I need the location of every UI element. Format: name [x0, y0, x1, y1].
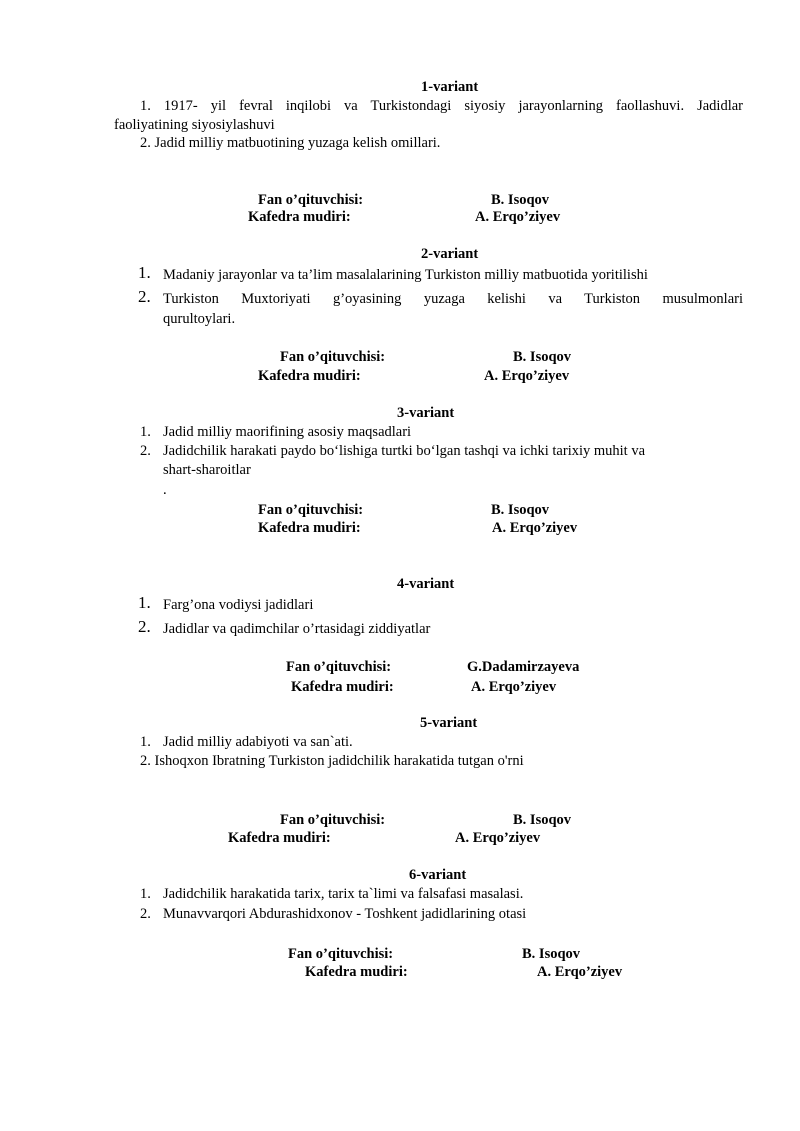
- variant-6-teacher-name: B. Isoqov: [522, 946, 581, 962]
- variant-3-head-label: Kafedra mudiri:: [258, 520, 361, 536]
- variant-3-teacher-label: Fan o’qituvchisi:: [258, 502, 364, 518]
- variant-4-teacher-name: G.Dadamirzayeva: [467, 659, 580, 675]
- variant-3-question-1: Jadid milliy maorifining asosiy maqsadlari: [163, 424, 412, 440]
- variant-3-title: 3-variant: [397, 405, 455, 421]
- variant-1-question-2: 2. Jadid milliy matbuotining yuzaga kelish omillari.: [140, 135, 441, 151]
- variant-6-question-1: Jadidchilik harakatida tarix, tarix ta`limi va falsafasi masalasi.: [163, 886, 524, 902]
- variant-5-number-1: 1.: [140, 734, 151, 750]
- variant-2-head-label: Kafedra mudiri:: [258, 368, 361, 384]
- variant-2-number-1: 1.: [138, 263, 151, 282]
- variant-2-question-1: Madaniy jarayonlar va ta’lim masalalarining Turkiston milliy matbuotida yoritilishi: [163, 267, 648, 283]
- variant-6-teacher-label: Fan o’qituvchisi:: [288, 946, 394, 962]
- variant-1-teacher-label: Fan o’qituvchisi:: [258, 192, 364, 208]
- variant-3-question-2-line-1: Jadidchilik harakati paydo bo‘lishiga turtki bo‘lgan tashqi va ichki tarixiy muhit va: [163, 443, 646, 459]
- variant-3-number-2: 2.: [140, 443, 151, 459]
- variant-4-number-1: 1.: [138, 593, 151, 612]
- variant-1-head-label: Kafedra mudiri:: [248, 209, 351, 225]
- variant-4-number-2: 2.: [138, 617, 151, 636]
- variant-4-question-2: Jadidlar va qadimchilar o’rtasidagi ziddiyatlar: [163, 621, 431, 637]
- variant-4-head-label: Kafedra mudiri:: [291, 679, 394, 695]
- variant-2-question-2-line-1: Turkiston Muxtoriyati g’oyasining yuzaga kelishi va Turkiston musulmonlari: [163, 291, 743, 307]
- variant-2-teacher-name: B. Isoqov: [513, 349, 572, 365]
- variant-4-question-1: Farg’ona vodiysi jadidlari: [163, 597, 314, 613]
- variant-1-teacher-name: B. Isoqov: [491, 192, 550, 208]
- variant-6-head-label: Kafedra mudiri:: [305, 964, 408, 980]
- variant-2-head-name: A. Erqo’ziyev: [484, 368, 570, 384]
- variant-3-head-name: A. Erqo’ziyev: [492, 520, 578, 536]
- variant-2-title: 2-variant: [421, 246, 479, 262]
- variant-5-head-name: A. Erqo’ziyev: [455, 830, 541, 846]
- variant-4-head-name: A. Erqo’ziyev: [471, 679, 557, 695]
- variant-2-question-2-line-2: qurultoylari.: [163, 311, 236, 327]
- variant-5-question-1: Jadid milliy adabiyoti va san`ati.: [163, 734, 353, 750]
- variant-3-trailing-dot: .: [163, 482, 167, 498]
- variant-3-teacher-name: B. Isoqov: [491, 502, 550, 518]
- variant-1-question-1-line-1: 1. 1917- yil fevral inqilobi va Turkistondagi siyosiy jarayonlarning faollashuvi. Jadidlar: [140, 98, 743, 114]
- variant-6-title: 6-variant: [409, 867, 467, 883]
- variant-5-teacher-name: B. Isoqov: [513, 812, 572, 828]
- variant-6-head-name: A. Erqo’ziyev: [537, 964, 623, 980]
- variant-1-title: 1-variant: [421, 79, 479, 95]
- variant-5-head-label: Kafedra mudiri:: [228, 830, 331, 846]
- variant-6-number-1: 1.: [140, 886, 151, 902]
- variant-2-number-2: 2.: [138, 287, 151, 306]
- variant-4-teacher-label: Fan o’qituvchisi:: [286, 659, 392, 675]
- variant-3-question-2-line-2: shart-sharoitlar: [163, 462, 251, 478]
- variant-5-question-2: 2. Ishoqxon Ibratning Turkiston jadidchilik harakatida tutgan o'rni: [140, 753, 524, 769]
- variant-3-number-1: 1.: [140, 424, 151, 440]
- variant-5-teacher-label: Fan o’qituvchisi:: [280, 812, 386, 828]
- variant-5-title: 5-variant: [420, 715, 478, 731]
- variant-1-question-1-line-2: faoliyatining siyosiylashuvi: [114, 117, 275, 133]
- variant-6-number-2: 2.: [140, 906, 151, 922]
- variant-6-question-2: Munavvarqori Abdurashidxonov - Toshkent jadidlarining otasi: [163, 906, 527, 922]
- variant-2-teacher-label: Fan o’qituvchisi:: [280, 349, 386, 365]
- variant-1-head-name: A. Erqo’ziyev: [475, 209, 561, 225]
- variant-4-title: 4-variant: [397, 576, 455, 592]
